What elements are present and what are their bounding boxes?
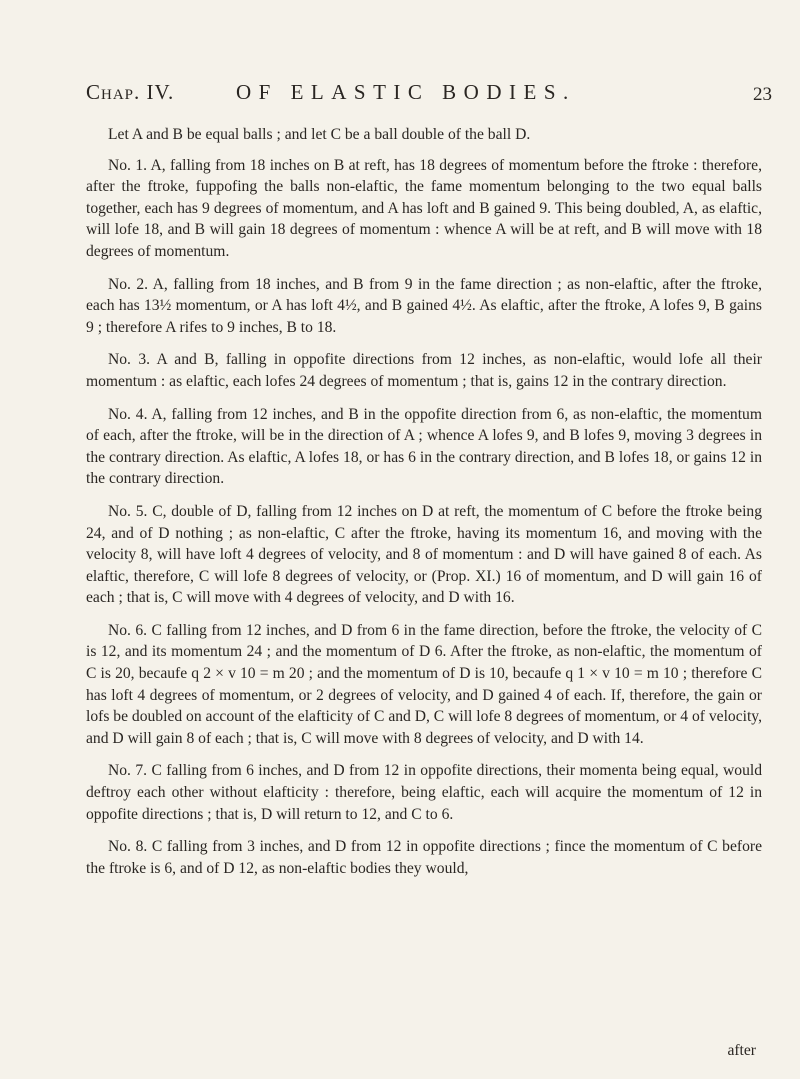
paragraph-intro: Let A and B be equal balls ; and let C be a ball double of the ball D.	[108, 126, 531, 143]
paragraph-no-4: No. 4. A, falling from 12 inches, and B in the oppofite direction from 6, as non-elaftic, the momentum of each, after the ftroke, will be in the direction of A ; whence A lofes 9, and B lofes 9, moving 3 degrees in the contrary direction. As elaftic, A lofes 18, or has 6 in the contrary direction, and B lofes 18, or gains 12 in the contrary direction.	[86, 405, 762, 488]
running-title: OF ELASTIC BODIES.	[236, 80, 576, 104]
paragraph-no-3: No. 3. A and B, falling in oppofite directions from 12 inches, as non-elaftic, would lofe all their momentum : as elaftic, each lofes 24 degrees of momentum ; that is, gains 12 in the contrary direction.	[86, 351, 762, 390]
paragraph-no-5: No. 5. C, double of D, falling from 12 inches on D at reft, the momentum of C before the ftroke being 24, and of D nothing ; as non-elaftic, C after the ftroke, having its momentum 16, and moving with the velocity 8, will have loft 4 degrees of velocity, and 8 of momentum : and D will have gained 8 of each. As elaftic, therefore, C will lofe 8 degrees of velocity, or (Prop. XI.) 16 of momentum, and D will gain 16 of each ; that is, C will move with 4 degrees of velocity, and D with 16.	[86, 502, 762, 607]
paragraph-no-7: No. 7. C falling from 6 inches, and D from 12 in oppofite directions, their momenta being equal, would deftroy each other without elafticity : therefore, being elaftic, each will acquire the momentum of 12 in oppofite directions ; that is, D will return to 12, and C to 6.	[86, 762, 762, 823]
catchword: after	[727, 1042, 756, 1059]
page-number: 23	[753, 84, 772, 105]
paragraph-no-6: No. 6. C falling from 12 inches, and D from 6 in the fame direction, before the ftroke, the velocity of C is 12, and its momentum 24 ; and the momentum of D 6. After the ftroke, as non-elaftic, the momentum of C is 20, becaufe q 2 × v 10 = m 20 ; and the momentum of D is 10, becaufe q 1 × v 10 = m 10 ; therefore C has loft 4 degrees of momentum, or 2 degrees of velocity, and D gained 4 of each. If, therefore, the gain or lofs be doubled on account of the elafticity of C and D, C will lofe 8 degrees of momentum, or 4 of velocity, and D will gain 8 of each ; that is, C will move with 8 degrees of velocity, and D with 14.	[86, 621, 762, 747]
chapter-heading: Chap. IV.	[86, 80, 175, 104]
paragraph-no-2: No. 2. A, falling from 18 inches, and B from 9 in the fame direction ; as non-elaftic, after the ftroke, each has 13½ momentum, or A has loft 4½, and B gained 4½. As elaftic, after the ftroke, A lofes 9, B gains 9 ; therefore A rifes to 9 inches, B to 18.	[86, 275, 762, 336]
paragraph-no-1: No. 1. A, falling from 18 inches on B at reft, has 18 degrees of momentum before the ftroke : therefore, after the ftroke, fuppofing the balls non-elaftic, the fame momentum belonging to the two equal balls together, each has 9 degrees of momentum, and A has loft and B gained 9. This being doubled, A, as elaftic, will lofe 18, and B will gain 18 degrees of momentum : whence A will be at reft, and B will move with 18 degrees of momentum.	[86, 156, 762, 260]
paragraph-no-8: No. 8. C falling from 3 inches, and D from 12 in oppofite directions ; fince the momentum of C before the ftroke is 6, and of D 12, as non-elaftic bodies they would,	[86, 838, 762, 877]
body-text	[86, 124, 762, 890]
